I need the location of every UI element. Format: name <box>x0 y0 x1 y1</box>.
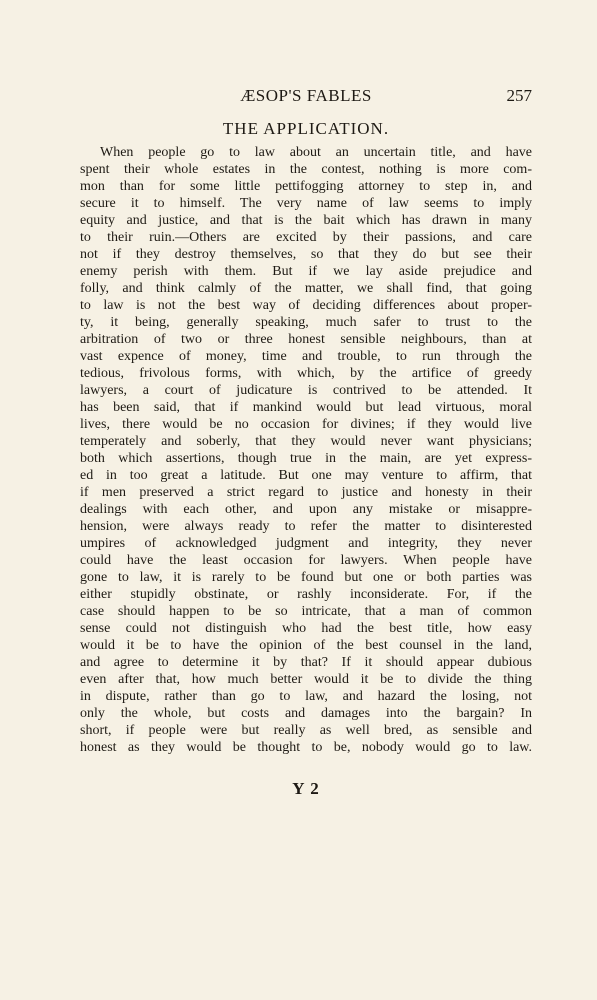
text-line: short, if people were but really as well bred, as sensible and <box>80 723 532 738</box>
text-line: in dispute, rather than go to law, and hazard the losing, not <box>80 689 532 704</box>
text-line: either stupidly obstinate, or rashly inconsiderate. For, if the <box>80 587 532 602</box>
text-line: When people go to law about an uncertain title, and have <box>100 145 532 160</box>
text-line: enemy perish with them. But if we lay aside prejudice and <box>80 264 532 279</box>
text-line: mon than for some little pettifogging attorney to step in, and <box>80 179 532 194</box>
text-line: would it be to have the opinion of the best counsel in the land, <box>80 638 532 653</box>
text-line: umpires of acknowledged judgment and integrity, they never <box>80 536 532 551</box>
text-line: arbitration of two or three honest sensible neighbours, than at <box>80 332 532 347</box>
text-line: ed in too great a latitude. But one may venture to affirm, that <box>80 468 532 483</box>
text-line: not if they destroy themselves, so that they do but see their <box>80 247 532 262</box>
text-line: lives, there would be no occasion for divines; if they would live <box>80 417 532 432</box>
signature-mark: Y 2 <box>292 779 320 798</box>
text-line: could have the least occasion for lawyers. When people have <box>80 553 532 568</box>
text-line: dealings with each other, and upon any mistake or misappre- <box>80 502 532 517</box>
text-line: even after that, how much better would it be to divide the thing <box>80 672 532 687</box>
page-number: 257 <box>506 86 532 105</box>
text-line: vast expence of money, time and trouble, to run through the <box>80 349 532 364</box>
text-line: equity and justice, and that is the bait which has drawn in many <box>80 213 532 228</box>
text-line: sense could not distinguish who had the best title, how easy <box>80 621 532 636</box>
text-line: to their ruin.—Others are excited by their passions, and care <box>80 230 532 245</box>
section-title: THE APPLICATION. <box>222 119 390 138</box>
text-line: tedious, frivolous forms, with which, by the artifice of greedy <box>80 366 532 381</box>
text-line: has been said, that if mankind would but lead virtuous, moral <box>80 400 532 415</box>
text-line: spent their whole estates in the contest, nothing is more com- <box>80 162 532 177</box>
running-title: ÆSOP'S FABLES <box>240 86 372 105</box>
text-line: hension, were always ready to refer the matter to disinterested <box>80 519 532 534</box>
text-line: if men preserved a strict regard to justice and honesty in their <box>80 485 532 500</box>
text-line: temperately and soberly, that they would never want physicians; <box>80 434 532 449</box>
text-line: both which assertions, though true in the main, are yet express- <box>80 451 532 466</box>
text-line: and agree to determine it by that? If it should appear dubious <box>80 655 532 670</box>
text-line: gone to law, it is rarely to be found but one or both parties was <box>80 570 532 585</box>
text-line: ty, it being, generally speaking, much safer to trust to the <box>80 315 532 330</box>
text-line: only the whole, but costs and damages into the bargain? In <box>80 706 532 721</box>
text-line-last: honest as they would be thought to be, nobody would go to law. <box>80 740 532 755</box>
text-line: secure it to himself. The very name of law seems to imply <box>80 196 532 211</box>
body-text <box>80 144 532 756</box>
text-line: lawyers, a court of judicature is contrived to be attended. It <box>80 383 532 398</box>
text-line: case should happen to be so intricate, that a man of common <box>80 604 532 619</box>
text-line: to law is not the best way of deciding differences about proper- <box>80 298 532 313</box>
text-line: folly, and think calmly of the matter, we shall find, that going <box>80 281 532 296</box>
running-head <box>80 86 532 110</box>
